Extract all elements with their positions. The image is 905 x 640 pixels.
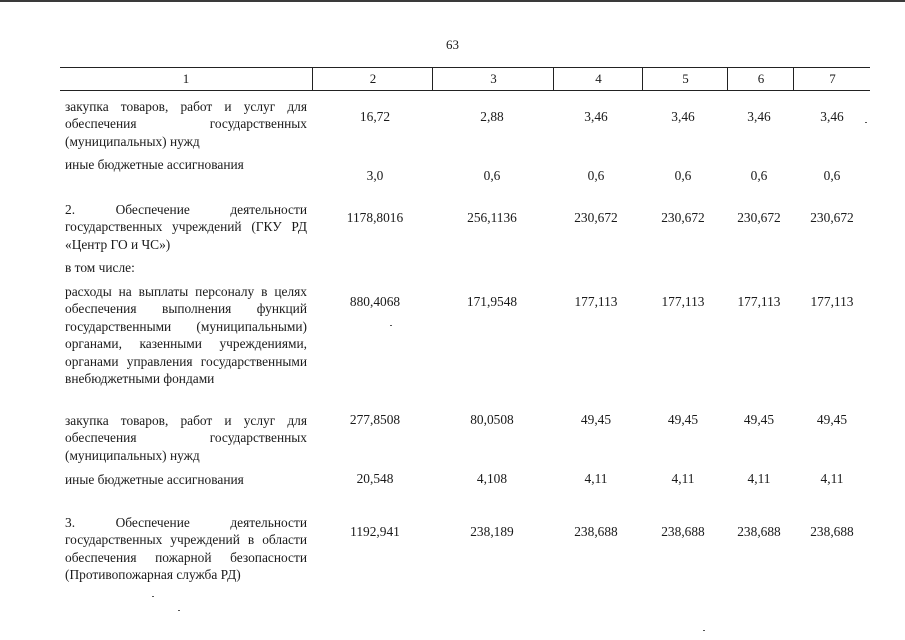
row-label-purchases-1: закупка товаров, работ и услуг для обеспечения государственных (муниципальных) нужд bbox=[65, 99, 307, 149]
row-7-col-3: 238,189 bbox=[470, 524, 514, 539]
row-1-col-3: 0,6 bbox=[483, 168, 501, 183]
row-2-col-4: 230,672 bbox=[574, 210, 618, 225]
table-header bbox=[60, 67, 870, 91]
row-label-section-2: 2. Обеспечение деятельности государственных учреждений (ГКУ РД «Центр ГО и ЧС») bbox=[65, 202, 307, 252]
row-6-col-3: 4,108 bbox=[476, 471, 508, 486]
header-col-5: 5 bbox=[642, 68, 728, 90]
row-7-col-2: 1192,941 bbox=[350, 524, 400, 539]
row-label-other-2: иные бюджетные ассигнования bbox=[65, 472, 244, 487]
row-4-col-3: 171,9548 bbox=[466, 294, 518, 309]
row-6-col-7: 4,11 bbox=[820, 471, 844, 486]
scan-speck bbox=[152, 596, 154, 597]
header-col-6: 6 bbox=[727, 68, 794, 90]
row-2-col-2: 1178,8016 bbox=[346, 210, 404, 225]
page-top-border bbox=[0, 0, 905, 2]
row-0-col-5: 3,46 bbox=[671, 109, 695, 124]
row-label-other-1: иные бюджетные ассигнования bbox=[65, 157, 244, 172]
scan-speck bbox=[178, 610, 180, 611]
row-6-col-2: 20,548 bbox=[356, 471, 394, 486]
row-7-col-7: 238,688 bbox=[810, 524, 854, 539]
row-4-col-6: 177,113 bbox=[737, 294, 781, 309]
scan-speck bbox=[390, 325, 392, 326]
header-col-2: 2 bbox=[312, 68, 433, 90]
row-0-col-3: 2,88 bbox=[480, 109, 504, 124]
row-2-col-3: 256,1136 bbox=[467, 210, 517, 225]
header-col-4: 4 bbox=[553, 68, 643, 90]
row-7-col-4: 238,688 bbox=[574, 524, 618, 539]
row-label-purchases-2: закупка товаров, работ и услуг для обеспечения государственных (муниципальных) нужд bbox=[65, 413, 307, 463]
row-1-col-4: 0,6 bbox=[587, 168, 605, 183]
row-2-col-6: 230,672 bbox=[737, 210, 781, 225]
row-0-col-7: 3,46 bbox=[820, 109, 844, 124]
row-7-col-6: 238,688 bbox=[737, 524, 781, 539]
row-5-col-2: 277,8508 bbox=[349, 412, 401, 427]
row-0-col-6: 3,46 bbox=[747, 109, 771, 124]
row-6-col-5: 4,11 bbox=[671, 471, 695, 486]
row-4-col-7: 177,113 bbox=[810, 294, 854, 309]
row-5-col-6: 49,45 bbox=[743, 412, 775, 427]
scan-speck bbox=[865, 122, 867, 123]
row-1-col-2: 3,0 bbox=[366, 168, 384, 183]
row-5-col-3: 80,0508 bbox=[470, 412, 514, 427]
row-4-col-2: 880,4068 bbox=[349, 294, 401, 309]
row-5-col-4: 49,45 bbox=[580, 412, 612, 427]
row-7-col-5: 238,688 bbox=[661, 524, 705, 539]
scan-speck bbox=[703, 630, 705, 631]
row-1-col-7: 0,6 bbox=[823, 168, 841, 183]
row-5-col-7: 49,45 bbox=[816, 412, 848, 427]
row-1-col-6: 0,6 bbox=[750, 168, 768, 183]
row-2-col-5: 230,672 bbox=[661, 210, 705, 225]
row-0-col-4: 3,46 bbox=[584, 109, 608, 124]
row-4-col-5: 177,113 bbox=[661, 294, 705, 309]
header-col-7: 7 bbox=[793, 68, 871, 90]
header-col-3: 3 bbox=[432, 68, 554, 90]
row-0-col-2: 16,72 bbox=[359, 109, 391, 124]
row-label-including: в том числе: bbox=[65, 260, 135, 275]
row-1-col-5: 0,6 bbox=[674, 168, 692, 183]
row-6-col-6: 4,11 bbox=[747, 471, 771, 486]
row-label-personnel: расходы на выплаты персоналу в целях обеспечения выполнения функций государственными (муниципальными) органами, казенными учреждениями, органами управления государственными внебюджетными фондами bbox=[65, 284, 307, 387]
row-4-col-4: 177,113 bbox=[574, 294, 618, 309]
row-2-col-7: 230,672 bbox=[810, 210, 854, 225]
page-number: 63 bbox=[446, 37, 459, 52]
row-label-section-3: 3. Обеспечение деятельности государственных учреждений в области обеспечения пожарной безопасности (Противопожарная служба РД) bbox=[65, 515, 307, 583]
header-col-1: 1 bbox=[182, 71, 190, 86]
row-5-col-5: 49,45 bbox=[667, 412, 699, 427]
row-6-col-4: 4,11 bbox=[584, 471, 608, 486]
